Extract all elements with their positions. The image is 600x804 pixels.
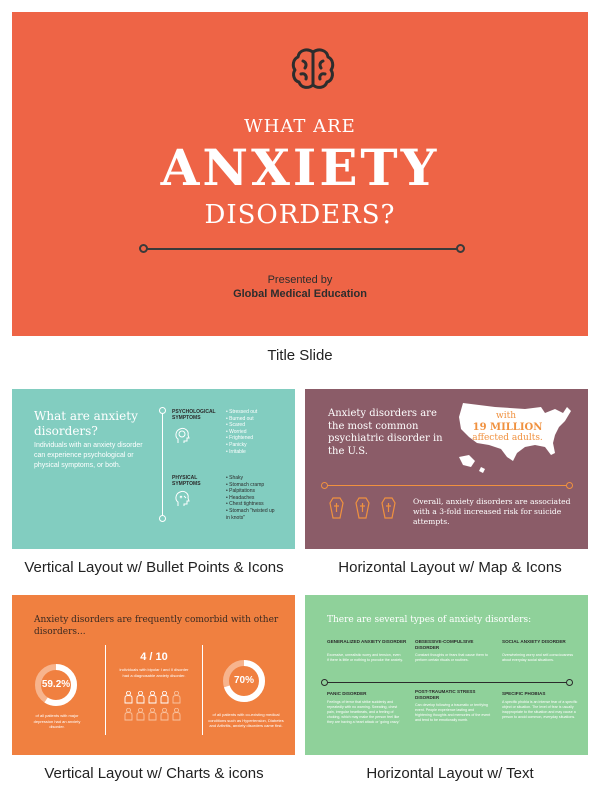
caption-teal-slide: Vertical Layout w/ Bullet Points & Icons [24, 559, 284, 576]
stat-59-percent: 59.2% [41, 679, 71, 690]
title-divider [144, 248, 460, 250]
person-icon [148, 708, 157, 721]
orange-divider-right [202, 645, 203, 735]
person-icon [148, 691, 157, 704]
title-line-anxiety: ANXIETY [160, 138, 440, 197]
orange-slide[interactable] [12, 595, 295, 755]
person-icon [136, 691, 145, 704]
type-title: SPECIFIC PHOBIAS [502, 691, 546, 696]
type-title: OBSESSIVE-COMPULSIVE DISORDER [415, 639, 474, 650]
teal-divider [162, 411, 163, 517]
stat-70-percent: 70% [233, 675, 254, 686]
symptom-item: • Chest tightness [226, 501, 278, 508]
caption-mauve-slide: Horizontal Layout w/ Map & Icons [338, 559, 562, 576]
mauve-divider [325, 485, 569, 486]
stat-affected-adults: affected adults. [472, 433, 543, 443]
symptom-item: • Headaches [226, 495, 278, 502]
stat-70-text: of all patients with co-existing medical conditions such as Hypertension, Diabetes and Arthritis, anxiety disorders came first. [208, 712, 284, 728]
coffin-icon [355, 497, 370, 519]
orange-divider-left [105, 645, 106, 735]
green-slide[interactable] [305, 595, 588, 755]
person-icon [136, 708, 145, 721]
symptom-item: • Stomach "twisted up in knots" [226, 508, 278, 521]
person-icon [160, 691, 169, 704]
suicide-risk-text: Overall, anxiety disorders are associated with a 3-fold increased risk for suicide attempts. [413, 497, 571, 526]
type-body: Feelings of terror that strike suddenly and repeatedly with no warning. Sweating, chest pain, irregular heartbeats, and a feeling of choking, which may make the person feel like they are having a heart attack or 'going crazy.' [327, 700, 401, 724]
teal-divider-dot-bottom [159, 515, 166, 522]
coffin-icon [381, 497, 396, 519]
person-icon [172, 708, 181, 721]
psych-symptoms-label: PSYCHOLOGICAL SYMPTOMS [172, 409, 216, 421]
symptom-item: • Panicky [226, 442, 257, 449]
type-body: Overwhelming worry and self-consciousness about everyday social situations. [502, 653, 574, 662]
symptom-item: • Stressed out [226, 409, 257, 416]
symptom-item: • Stomach cramp [226, 482, 278, 489]
stat-with: with [496, 411, 516, 421]
stat-59-text: of all patients with major depression had an anxiety disorder. [33, 713, 81, 729]
person-icon [160, 708, 169, 721]
title-line-what-are: WHAT ARE [244, 116, 356, 137]
green-headline: There are several types of anxiety disorders: [327, 615, 532, 625]
title-slide[interactable] [12, 12, 588, 336]
symptom-item: • Scared [226, 422, 257, 429]
symptom-item: • Irritable [226, 449, 257, 456]
type-body: Excessive, unrealistic worry and tension, even if there is little or nothing to provoke the anxiety. [327, 653, 403, 662]
green-divider-dot-left [321, 679, 328, 686]
symptom-item: • Frightened [226, 435, 257, 442]
symptom-item: • Burned out [226, 416, 257, 423]
teal-question: What are anxiety disorders? [34, 409, 138, 438]
title-divider-dot-right [456, 244, 465, 253]
head-brain-icon [173, 427, 191, 445]
person-icon [124, 708, 133, 721]
symptom-item: • Palpitations [226, 488, 278, 495]
teal-description: Individuals with an anxiety disorder can experience psychological or physical symptoms, or both. [34, 442, 143, 469]
mauve-headline: Anxiety disorders are the most common psychiatric disorder in the U.S. [328, 408, 443, 457]
type-body: Can develop following a traumatic or terrifying event. People experience lasting and frightening thoughts and memories of the event and tend to be emotionally numb. [415, 703, 491, 722]
mauve-divider-dot-left [321, 482, 328, 489]
teal-slide[interactable] [12, 389, 295, 549]
stat-4-of-10-text: individuals with bipolar I and II disorder had a diagnosable anxiety disorder. [119, 667, 189, 678]
head-sick-icon [173, 490, 191, 508]
brain-icon [290, 46, 336, 92]
symptom-item: • Shaky [226, 475, 278, 482]
phys-symptoms-list [226, 475, 278, 521]
type-title: PANIC DISORDER [327, 691, 367, 696]
stat-19-million: 19 MILLION [472, 422, 543, 433]
orange-headline: Anxiety disorders are frequently comorbid with other disorders... [34, 615, 279, 637]
type-body: Constant thoughts or fears that cause them to perform certain rituals or routines. [415, 653, 488, 662]
symptom-item: • Worried [226, 429, 257, 436]
coffin-icon [329, 497, 344, 519]
caption-title-slide: Title Slide [267, 347, 333, 364]
mauve-divider-dot-right [566, 482, 573, 489]
teal-divider-dot-top [159, 407, 166, 414]
psych-symptoms-list [226, 409, 257, 455]
green-divider-dot-right [566, 679, 573, 686]
organization-name: Global Medical Education [233, 288, 367, 300]
phys-symptoms-label: PHYSICAL SYMPTOMS [172, 475, 201, 487]
caption-green-slide: Horizontal Layout w/ Text [366, 765, 534, 782]
mauve-slide[interactable] [305, 389, 588, 549]
person-icon [124, 691, 133, 704]
person-icon [172, 691, 181, 704]
type-body: A specific phobia is an intense fear of a specific object or situation. The level of fear is usually inappropriate to the situation and may cause a person to avoid common, everyday situations. [502, 700, 578, 719]
stat-4-of-10: 4 / 10 [140, 651, 168, 663]
title-line-disorders: DISORDERS? [204, 200, 396, 230]
type-title: GENERALIZED ANXIETY DISORDER [327, 639, 407, 644]
type-title: SOCIAL ANXIETY DISORDER [502, 639, 566, 644]
type-title: POST-TRAUMATIC STRESS DISORDER [415, 689, 476, 700]
title-divider-dot-left [139, 244, 148, 253]
green-divider [325, 682, 569, 683]
caption-orange-slide: Vertical Layout w/ Charts & icons [44, 765, 264, 782]
presented-by: Presented by [267, 274, 333, 286]
